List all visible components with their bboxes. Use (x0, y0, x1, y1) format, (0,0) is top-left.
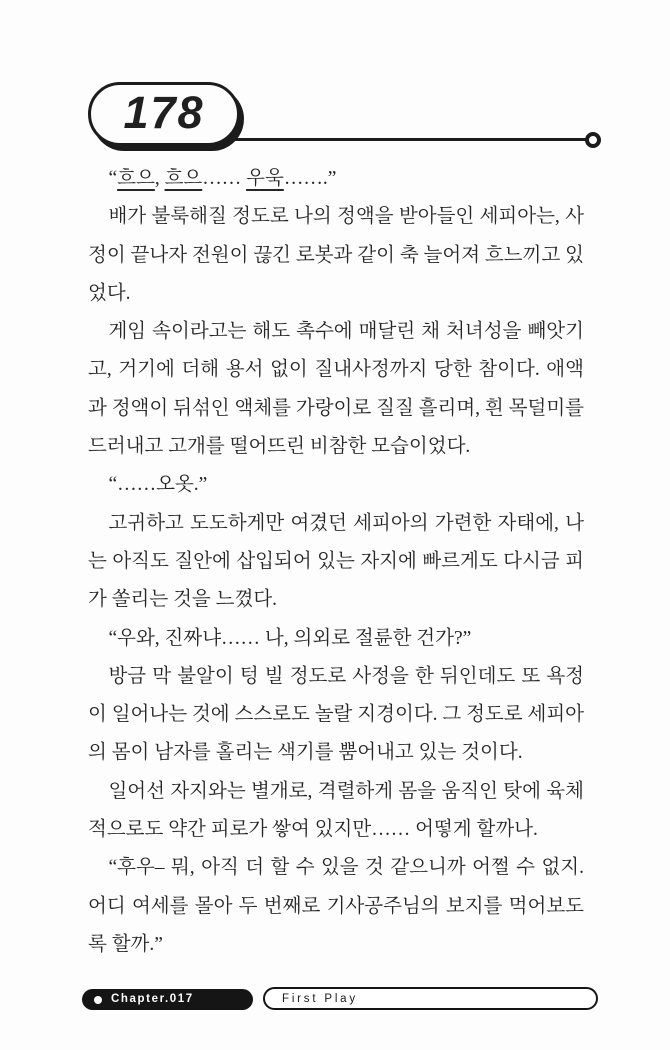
play-title-badge (263, 987, 598, 1010)
paragraph: 배가 불룩해질 정도로 나의 정액을 받아들인 세피아는, 사정이 끝나자 전원이 끊긴 로봇과 같이 축 늘어져 흐느끼고 있었다. (88, 206, 584, 304)
chapter-dot-icon (94, 996, 102, 1004)
paragraph: “후우– 뭐, 아직 더 할 수 있을 것 같으니까 어쩔 수 없지. 어디 여세를 몰아 두 번째로 기사공주님의 보지를 먹어보도록 할까.” (88, 857, 584, 955)
play-title-label: First Play (282, 992, 358, 1005)
page-number-badge (88, 82, 240, 146)
paragraph: 고귀하고 도도하게만 여겼던 세피아의 가련한 자태에, 나는 아직도 질안에 삽입되어 있는 자지에 빠르게도 다시금 피가 쏠리는 것을 느꼈다. (88, 512, 584, 611)
emphasized-text: 우욱 (246, 168, 284, 189)
emphasized-text: 흐으 (164, 168, 203, 189)
page-number: 178 (123, 87, 205, 138)
body-text (88, 160, 584, 964)
emphasized-text: 흐으 (117, 168, 155, 189)
paragraph: “흐으, 흐으…… 우욱…….” (108, 168, 337, 189)
chapter-label: Chapter.017 (111, 993, 194, 1005)
header-rule (228, 138, 588, 141)
paragraph: 방금 막 불알이 텅 빌 정도로 사정을 한 뒤인데도 또 욕정이 일어나는 것에 스스로도 놀랄 지경이다. 그 정도로 세피아의 몸이 남자를 홀리는 색기를 뿜어내고 있는 것이다. (88, 665, 584, 764)
paragraph: 일어선 자지와는 별개로, 격렬하게 몸을 움직인 탓에 육체적으로도 약간 피로가 쌓여 있지만…… 어떻게 할까나. (88, 780, 584, 841)
paragraph: 게임 속이라고는 해도 촉수에 매달린 채 처녀성을 빼앗기고, 거기에 더해 용서 없이 질내사정까지 당한 참이다. 애액과 정액이 뒤섞인 액체를 가랑이로 질질 흘리며, 흰 목덜미를 드러내고 고개를 떨어뜨린 비참한 모습이었다. (88, 321, 584, 458)
paragraph: “……오옷.” (108, 474, 208, 496)
paragraph: “우와, 진짜냐…… 나, 의외로 절륜한 건가?” (108, 627, 472, 649)
chapter-badge (82, 989, 253, 1010)
header-rule-end-ring-icon (585, 132, 601, 148)
